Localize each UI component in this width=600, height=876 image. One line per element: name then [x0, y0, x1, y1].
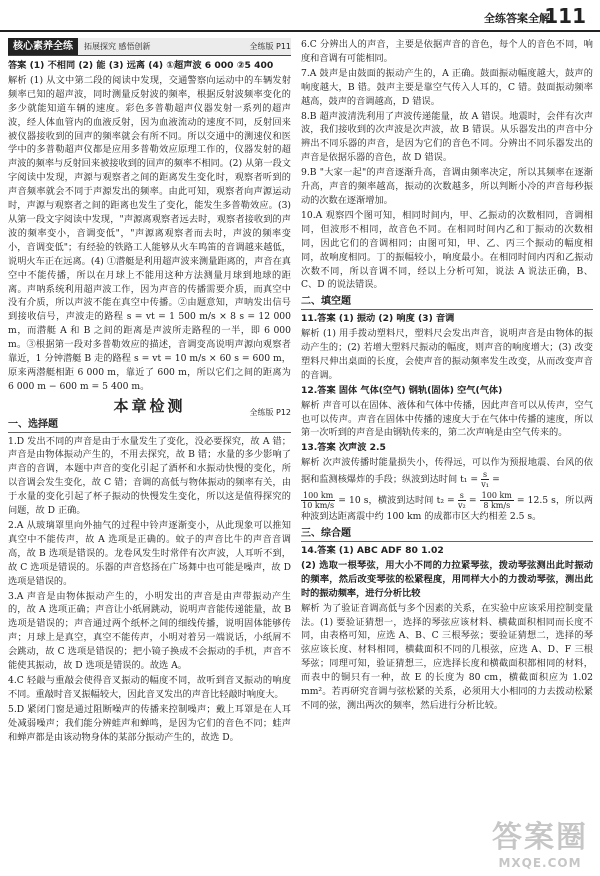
answer-13: 13.答案 次声波 2.5 [301, 442, 386, 454]
right-column [301, 38, 593, 714]
fraction-den: v₁ [481, 480, 489, 490]
chapter-edition: 全练版 P12 [249, 407, 291, 417]
section-heading-choice: 一、选择题 [8, 418, 291, 433]
answer-14-part2: (2) 选取一根琴弦，用大小不同的力拉紧琴弦，拨动琴弦测出此时振动的频率，然后改变琴弦的松紧程度，用同样大小的力拨动琴弦，测出此时的振动频率，进行分析比较 [301, 559, 593, 599]
fraction-den: v₂ [457, 501, 466, 511]
chapter-title: 本章检测 [113, 396, 186, 415]
question-5: 5.D 紧闭门窗是通过阻断噪声的传播来控制噪声；戴上耳罩是在人耳处减弱噪声；我们能分辨蛙声和蝉鸣，是因为它们的音色不同；蛙声和蝉声都是由该动物身体的某部分振动产生的，故选 D。 [8, 703, 291, 743]
fraction-100-10 [301, 491, 335, 510]
fraction-s-v1 [481, 470, 489, 489]
equation-text: = 10 s，横波到达时间 t₂ = [338, 495, 455, 507]
analysis-13-text: 解析 次声波传播时能量损失小，传得远，可以作为预报地震、台风的依据和监测核爆炸的手段；纵波到达时间 t₁ = [301, 457, 593, 486]
analysis-12: 解析 声音可以在固体、液体和气体中传播，因此声音可以从传声，空气也可以传声。声音在固体中传播的速度大于在气体中传播的速度，所以第一次听到的声音是由钢轨传来的，第二次声响是由空气传来的。 [301, 399, 593, 439]
page-header [0, 0, 600, 32]
chapter-heading [8, 396, 291, 417]
question-8: 8.B 超声波清洗利用了声波传递能量，故 A 错误。地震时，会伴有次声波，我们接收到的次声波是次声波，故 B 错误。从乐器发出的声音中分辨出不同乐器的声音，是因为它们的音色不同。分辨出不同乐器发出的声音是依据乐器的音色，故 D 错误。 [301, 110, 593, 164]
banner-tag: 核心素养全练 [8, 38, 78, 55]
section-banner [8, 38, 291, 56]
equals-sign: = [492, 474, 500, 486]
analysis-11: 解析 (1) 用手拨动塑料尺，塑料尺会发出声音，说明声音是由物体的振动产生的；(2) 若增大塑料尺振动的幅度，则声音的响度增大；(3) 改变塑料尺伸出桌面的长度，会使声音的振动频率发生改变，从而改变声音的音调。 [301, 328, 593, 381]
left-column [8, 38, 291, 746]
watermark-logo [492, 812, 588, 870]
analysis-14: 解析 为了验证音调高低与多个因素的关系，在实验中应该采用控制变量法。(1) 要验证猜想一，选择的琴弦应该材料、横截面积相同而长度不同，由表格可知，应选 A、B、C 三根琴弦；要验证猜想二，选择的琴弦应该长度、材料相同，横截面积不同的几根弦，应选 A、D、F 三根琴弦；同理可知，验证猜想三，应选择长度和横截面积都相同的材料，而表中的铜只有一种，故 E 的长度为 80 cm，横截面积应为 1.02 mm²。若再研究音调与弦松紧的关系，必须用大小相同的力去拨动松紧不同的弦，测出两次的频率，然后进行分析比较。 [301, 602, 593, 711]
question-9: 9.B "大家一起"的声音逐渐升高，音调由频率决定，所以其频率在逐渐升高，声音的频率越高，振动的次数越多，所以判断小冷的声音每秒振动的次数在逐渐增加。 [301, 167, 593, 206]
section-heading-fill: 二、填空题 [301, 295, 593, 310]
banner-edition: 全练版 P11 [249, 41, 291, 51]
analysis-paragraph: 解析 (1) 从文中第二段的阅读中发现，交通警察向运动中的车辆发射频率已知的超声波，同时测量反射波的频率，根据反射波频率变化的多少就能知道车辆的速度。彩色多普勒超声仪器发射一系列的超声波，经人体血管内的血液反射，因为血液流动的速度不同，反射回来被仪器接收到的回声的频率就会有所不同。所以交通中的测速仪和医学中的多普勒超声仪都是应用多普勒效应原理工作的，仪器发射的超声波的频率与反射回来被接收到的回声的频率不相同。(2) 从第一段文字阅读中发现，声源与观察者之间的距离发生变化时，观察者听到的声音频率就会不同于声源发出的频率。由此可知，观察者向声源运动时，声源与观察者之间的距离也发生了变化，能发生多普勒效应。(3) 从第一段文字阅读中发现，"声源离观察者远去时，观察者接收到的声波的频率变小，音调变低"，"声源离观察者而去时，声波的频率变小，音调变低"；有经验的铁路工人能够从火车鸣笛的音调越来越低，说明火车正在远离。(4) ①潜艇是利用超声波来测量距离的，声音在真空中不能传播，所以在月球上不能用这种方法测量月球到地球的距离。声呐系统利用超声波工作，因为声音的传播需要介质，而真空中没有介质，所以声波不能在真空中传播。②由题意知，声呐发出信号到接收信号，声波走的路程 s = vt = 1 500 m/s × 8 s = 12 000 m，而潜艇 A 和 B 之间的距离是声波所走路程的一半，即 6 000 m。③根据第一段对多普勒效应的描述，音调变高说明声源向观察者靠近，1 分钟潜艇 B 走的路程 s = vt = 10 m/s × 60 s = 600 m，原来两潜艇相距 6 000 m，靠近了 600 m，所以它们之间的距离为 6 000 m − 600 m = 5 400 m。 [8, 74, 291, 392]
section-heading-comprehensive: 三、综合题 [301, 527, 593, 542]
question-3: 3.A 声音是由物体振动产生的，小明发出的声音是由声带振动产生的，故 A 选项正确；声音让小纸屑跳动，说明声音能传递能量，故 B 选项是错误的；声音通过两个纸杯之间的细线传播，说明固体能够传声；月球上是真空，真空不能传声，小明对着另一端说话，小纸屑不会跳动，故 C 选项是错误的；把小镜子换成不会振动的手机，声音不能使其振动，故 D 选项是错误的。故选 A。 [8, 590, 291, 672]
answer-line: 答案 (1) 不相同 (2) 能 (3) 远离 (4) ①超声波 6 000 ②5 400 [8, 60, 274, 71]
fraction-100-8 [480, 491, 514, 510]
question-10: 10.A 观察四个图可知，相同时间内，甲、乙振动的次数相同，音调相同，但波形不相同，故音色不同。在相同时间内乙和丁振动的次数相同，因此它们的音调相同；由图可知，甲、乙、丙三个振动的幅度相同，故响度相同。丁的振幅较小，响度最小。在相同时间内丙和乙振动次数不同，所以音调不同，经以上分析可知，说法 A 说法正确，B、C、D 的说法错误。 [301, 209, 593, 291]
answer-12: 12.答案 固体 气体(空气) 钢轨(固体) 空气(气体) [301, 384, 503, 396]
analysis-13 [301, 456, 593, 489]
fraction-num: 100 km [481, 491, 512, 501]
answer-11: 11.答案 (1) 振动 (2) 响度 (3) 音调 [301, 313, 455, 325]
equation-line [301, 491, 593, 524]
question-2: 2.A 从玻璃罩里向外抽气的过程中铃声逐渐变小，从此现象可以推知真空中不能传声，故 A 选项是正确的。蚊子的声音比牛的声音音调高，故 B 选项是错误的。龙卷风发生时常伴有次声波，人耳听不到，故 C 选项是错误的。乐器的声音悠扬在广场舞中也可能是噪声，故 D 选项是错误的。 [8, 520, 291, 587]
fraction-num: 100 km [303, 491, 334, 501]
banner-subtitle: 拓展探究 感悟创新 [84, 41, 151, 51]
page-number: 111 [544, 4, 586, 28]
header-label: 全练答案全解 [484, 12, 550, 25]
question-7: 7.A 鼓声是由鼓面的振动产生的，A 正确。鼓面振动幅度越大，鼓声的响度越大，B 错。鼓声主要是靠空气传入人耳的，C 错。鼓面振动频率越高，鼓声的音调越高，D 错误。 [301, 67, 593, 107]
equals-sign: = [468, 495, 477, 507]
question-1: 1.D 发出不同的声音是由于水量发生了变化，没必要探究，故 A 错；声音是由物体振动产生的，不用去探究，故 B 错；水量的多少影响了声音的音调，本题中声音的变化引起了酒杯和水振动快慢的变化，所以音调会发生变化，故 C 错；音调的高低与物体振动的频率有关，由于水量的变化引起了杯子振动的快慢发生变化，所以这是值得探究的问题，故 D 正确。 [8, 435, 291, 517]
equation-text: = 12.5 s，所以两种波到达距离震中约 100 km 的成都市区大约相差 2.5 s。 [301, 495, 594, 523]
fraction-num: s [459, 491, 464, 501]
answer-14: 14.答案 (1) ABC ADF 80 1.02 [301, 545, 444, 556]
question-4: 4.C 轻敲与重敲会使得音叉振动的幅度不同，故听到音叉振动的响度不同。重敲时音叉振幅较大，因此音叉发出的声音比轻敲时响度大。 [8, 674, 291, 700]
question-6: 6.C 分辨出人的声音，主要是依据声音的音色，每个人的音色不同，响度和音调有可能相同。 [301, 39, 593, 64]
fraction-den: 8 km/s [483, 501, 511, 511]
watermark-small: MXQE.COM [498, 856, 582, 870]
fraction-s-v2 [458, 491, 466, 510]
fraction-num: s [483, 470, 488, 480]
fraction-den: 10 km/s [302, 501, 335, 511]
watermark-big: 答案圈 [492, 820, 588, 855]
